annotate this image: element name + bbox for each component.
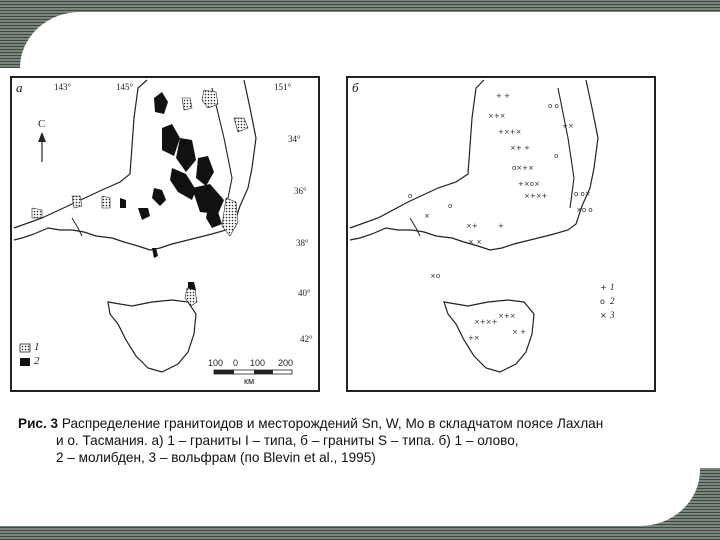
map-panel-b [346,76,656,392]
caption-lead: Рис. 3 [18,416,59,431]
river-line-b [558,88,574,208]
svg-text:×+×+: ×+×+ [524,192,548,200]
svg-text:×: × [424,212,430,220]
legend-swatch-1 [20,344,30,352]
legend-label-1: 1 [34,341,40,353]
svg-text:×o: ×o [430,272,441,280]
svg-text:o: o [408,192,413,200]
legend-swatch-2 [20,358,30,366]
svg-text:×+: ×+ [466,222,478,230]
svg-text:o: o [448,202,453,210]
svg-text:×: × [600,311,607,320]
tasmania-outline [108,300,196,372]
mainland-coast-b [350,80,484,228]
svg-text:+: + [600,283,607,292]
bottom-curve [0,456,700,526]
scale-label-100-left: 100 [208,358,224,368]
svg-text:+ +: + + [496,92,510,100]
svg-text:+: + [498,222,504,230]
figure-caption [18,415,718,466]
border-line-b [410,218,420,236]
lon-tick-151: 151° [274,82,292,92]
svg-text:o: o [600,297,605,306]
lat-tick-40: 40° [298,288,311,298]
svg-text:o: o [554,152,559,160]
map-a-drawing [12,78,318,390]
tasmania-outline-b [444,300,534,372]
svg-text:o o×: o o× [574,190,591,198]
svg-text:× +: × + [512,328,526,336]
svg-text:o×+×: o×+× [512,164,534,172]
border-line [72,218,82,236]
scale-label-100: 100 [250,358,266,368]
svg-text:× ×: × × [468,238,482,246]
legend-b-label-1: 1 [610,282,615,292]
svg-text:+×+×: +×+× [498,128,522,136]
lat-tick-42: 42° [300,334,313,344]
scale-label-0: 0 [233,358,239,368]
svg-text:×+×+: ×+×+ [474,318,498,326]
map-panel-a [10,76,320,392]
panel-a-label: а [16,80,23,95]
lat-tick-34: 34° [288,134,301,144]
svg-text:+×o×: +×o× [518,180,540,188]
legend-label-2: 2 [34,355,40,367]
panel-b-label: б [352,80,359,95]
scale-unit: км [244,376,255,386]
caption-line-3: 2 – молибден, 3 – вольфрам (по Blevin et al., 1995) [56,450,376,465]
legend-b-label-3: 3 [610,310,615,320]
legend-b [600,283,607,320]
scale-label-200: 200 [278,358,294,368]
granite-bodies-s-type [120,92,224,294]
svg-text:+×: +× [562,122,574,130]
legend-b-label-2: 2 [610,296,615,306]
svg-text:×+×: ×+× [488,112,506,120]
svg-text:+×: +× [468,334,480,342]
map-b-drawing [348,78,654,390]
svg-text:×+×: ×+× [498,312,516,320]
caption-line-1: Рис. 3 Распределение гранитоидов и месторождений Sn, W, Mo в складчатом поясе Лахлан [18,416,604,431]
svg-text:×+ +: ×+ + [510,144,530,152]
svg-text:×o o: ×o o [576,206,593,214]
lat-tick-36: 36° [294,186,307,196]
svg-text:o o: o o [548,102,559,110]
north-label: С [38,118,46,130]
caption-line-2: и о. Тасмания. а) 1 – граниты I – типа, б – граниты S – типа. б) 1 – олово, [56,433,519,448]
lat-tick-38: 38° [296,238,309,248]
lon-tick-145: 145° [116,82,134,92]
lon-tick-143: 143° [54,82,72,92]
deposit-symbols [408,92,593,342]
